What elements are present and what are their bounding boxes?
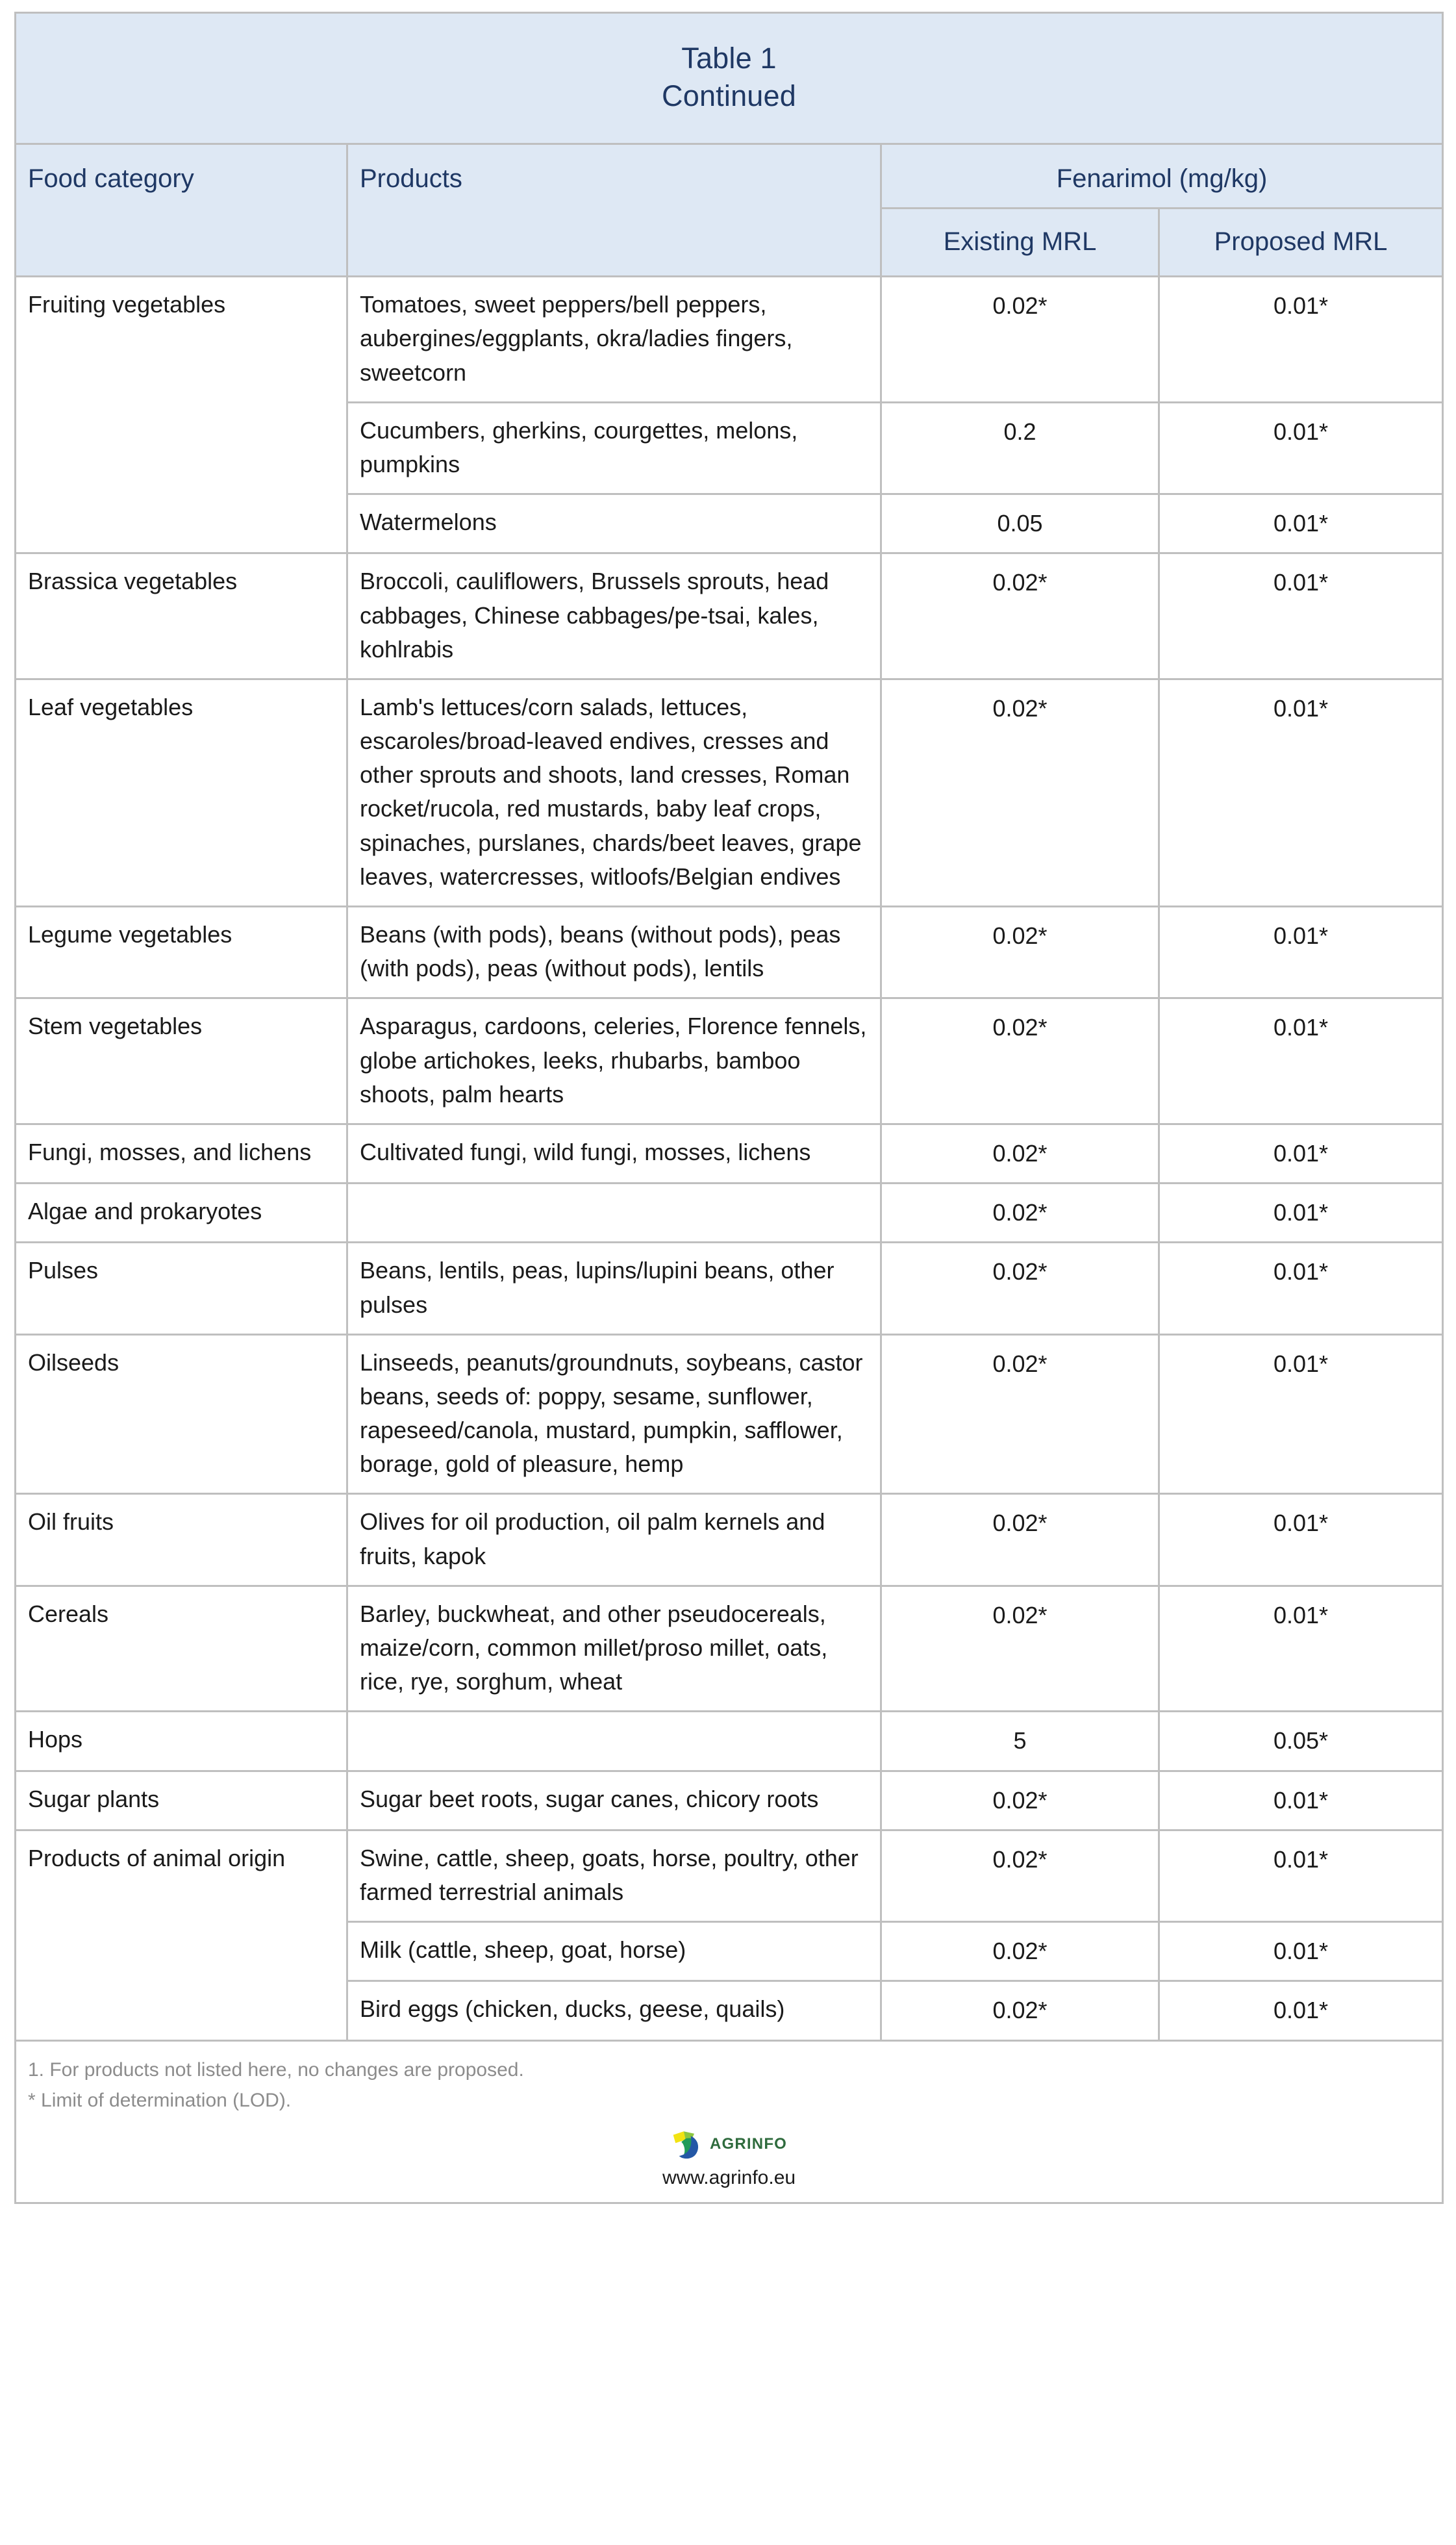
cell-food-category: Oilseeds — [16, 1334, 347, 1494]
column-header-food-category: Food category — [16, 144, 347, 277]
cell-existing-mrl: 0.02* — [881, 907, 1159, 998]
cell-products: Beans (with pods), beans (without pods), peas (with pods), peas (without pods), lentils — [347, 907, 881, 998]
cell-food-category: Hops — [16, 1712, 347, 1771]
agrinfo-logo-icon — [671, 2127, 706, 2162]
cell-food-category: Pulses — [16, 1243, 347, 1334]
cell-proposed-mrl: 0.01* — [1159, 402, 1443, 494]
cell-food-category: Cereals — [16, 1586, 347, 1712]
table-row — [16, 1494, 1443, 1586]
column-header-products: Products — [347, 144, 881, 277]
cell-existing-mrl: 0.02* — [881, 1243, 1159, 1334]
cell-products: Beans, lentils, peas, lupins/lupini beans, other pulses — [347, 1243, 881, 1334]
cell-proposed-mrl: 0.01* — [1159, 1124, 1443, 1183]
cell-proposed-mrl: 0.01* — [1159, 1586, 1443, 1712]
cell-products: Broccoli, cauliflowers, Brussels sprouts, head cabbages, Chinese cabbages/pe-tsai, kales, kohlrabis — [347, 553, 881, 679]
cell-proposed-mrl: 0.01* — [1159, 1334, 1443, 1494]
cell-food-category: Brassica vegetables — [16, 553, 347, 679]
table-title-cell — [16, 13, 1443, 144]
cell-existing-mrl: 0.02* — [881, 1771, 1159, 1830]
cell-existing-mrl: 0.02* — [881, 553, 1159, 679]
cell-proposed-mrl: 0.05* — [1159, 1712, 1443, 1771]
cell-products: Bird eggs (chicken, ducks, geese, quails) — [347, 1981, 881, 2040]
table-title-row — [16, 13, 1443, 144]
cell-products: Tomatoes, sweet peppers/bell peppers, aubergines/eggplants, okra/ladies fingers, sweetcorn — [347, 277, 881, 403]
cell-existing-mrl: 0.2 — [881, 402, 1159, 494]
table-row — [16, 1184, 1443, 1243]
cell-existing-mrl: 5 — [881, 1712, 1159, 1771]
table-footer-row — [16, 2040, 1443, 2203]
cell-existing-mrl: 0.02* — [881, 1981, 1159, 2040]
table-row — [16, 1124, 1443, 1183]
cell-food-category: Sugar plants — [16, 1771, 347, 1830]
cell-proposed-mrl: 0.01* — [1159, 1771, 1443, 1830]
cell-products: Olives for oil production, oil palm kernels and fruits, kapok — [347, 1494, 881, 1586]
cell-existing-mrl: 0.02* — [881, 679, 1159, 906]
table-row — [16, 998, 1443, 1124]
cell-products: Cucumbers, gherkins, courgettes, melons, pumpkins — [347, 402, 881, 494]
cell-existing-mrl: 0.02* — [881, 1922, 1159, 1981]
cell-proposed-mrl: 0.01* — [1159, 494, 1443, 553]
cell-proposed-mrl: 0.01* — [1159, 1243, 1443, 1334]
cell-products: Barley, buckwheat, and other pseudocereals, maize/corn, common millet/proso millet, oats, rice, rye, sorghum, wheat — [347, 1586, 881, 1712]
cell-products: Sugar beet roots, sugar canes, chicory roots — [347, 1771, 881, 1830]
table-row — [16, 1243, 1443, 1334]
table-footer-cell — [16, 2040, 1443, 2203]
cell-proposed-mrl: 0.01* — [1159, 679, 1443, 906]
cell-products: Watermelons — [347, 494, 881, 553]
table-row — [16, 679, 1443, 906]
cell-existing-mrl: 0.02* — [881, 1494, 1159, 1586]
cell-existing-mrl: 0.02* — [881, 277, 1159, 403]
cell-existing-mrl: 0.05 — [881, 494, 1159, 553]
cell-proposed-mrl: 0.01* — [1159, 277, 1443, 403]
column-header-substance: Fenarimol (mg/kg) — [881, 144, 1443, 209]
footnote-1: 1. For products not listed here, no changes are proposed. — [28, 2058, 524, 2081]
table-row — [16, 1712, 1443, 1771]
page-subtitle: Continued — [662, 79, 796, 112]
table-row — [16, 907, 1443, 998]
cell-products: Asparagus, cardoons, celeries, Florence fennels, globe artichokes, leeks, rhubarbs, bamboo shoots, palm hearts — [347, 998, 881, 1124]
header-row-primary — [16, 144, 1443, 209]
table-row — [16, 1771, 1443, 1830]
cell-existing-mrl: 0.02* — [881, 1184, 1159, 1243]
cell-food-category: Stem vegetables — [16, 998, 347, 1124]
cell-food-category: Algae and prokaryotes — [16, 1184, 347, 1243]
column-header-proposed-mrl: Proposed MRL — [1159, 209, 1443, 277]
cell-products: Swine, cattle, sheep, goats, horse, poultry, other farmed terrestrial animals — [347, 1830, 881, 1921]
cell-products — [347, 1184, 881, 1243]
cell-existing-mrl: 0.02* — [881, 1124, 1159, 1183]
cell-proposed-mrl: 0.01* — [1159, 1981, 1443, 2040]
mrl-table — [14, 12, 1444, 2204]
table-row — [16, 553, 1443, 679]
cell-food-category: Fruiting vegetables — [16, 277, 347, 553]
brand-name: AGRINFO — [709, 2134, 788, 2153]
cell-food-category: Products of animal origin — [16, 1830, 347, 2040]
brand-url: www.agrinfo.eu — [662, 2166, 796, 2188]
cell-existing-mrl: 0.02* — [881, 1586, 1159, 1712]
cell-proposed-mrl: 0.01* — [1159, 553, 1443, 679]
cell-food-category: Oil fruits — [16, 1494, 347, 1586]
cell-proposed-mrl: 0.01* — [1159, 1494, 1443, 1586]
cell-products: Milk (cattle, sheep, goat, horse) — [347, 1922, 881, 1981]
table-row — [16, 1830, 1443, 1921]
cell-proposed-mrl: 0.01* — [1159, 907, 1443, 998]
cell-proposed-mrl: 0.01* — [1159, 1922, 1443, 1981]
cell-existing-mrl: 0.02* — [881, 998, 1159, 1124]
cell-products: Cultivated fungi, wild fungi, mosses, lichens — [347, 1124, 881, 1183]
table-row — [16, 277, 1443, 403]
cell-proposed-mrl: 0.01* — [1159, 998, 1443, 1124]
cell-food-category: Fungi, mosses, and lichens — [16, 1124, 347, 1183]
page-title: Table 1 — [681, 42, 777, 75]
cell-proposed-mrl: 0.01* — [1159, 1830, 1443, 1921]
cell-existing-mrl: 0.02* — [881, 1830, 1159, 1921]
cell-proposed-mrl: 0.01* — [1159, 1184, 1443, 1243]
cell-food-category: Leaf vegetables — [16, 679, 347, 906]
cell-existing-mrl: 0.02* — [881, 1334, 1159, 1494]
cell-products: Lamb's lettuces/corn salads, lettuces, escaroles/broad-leaved endives, cresses and other sprouts and shoots, land cresses, Roman rocket/rucola, red mustards, baby leaf crops, spinaches, purslanes, chards/beet leaves, grape leaves, watercresses, witloofs/Belgian endives — [347, 679, 881, 906]
brand-row — [671, 2127, 787, 2162]
cell-products — [347, 1712, 881, 1771]
table-row — [16, 1586, 1443, 1712]
cell-food-category: Legume vegetables — [16, 907, 347, 998]
footnote-2: * Limit of determination (LOD). — [28, 2090, 292, 2111]
column-header-existing-mrl: Existing MRL — [881, 209, 1159, 277]
cell-products: Linseeds, peanuts/groundnuts, soybeans, castor beans, seeds of: poppy, sesame, sunflower, rapeseed/canola, mustard, pumpkin, safflower, borage, gold of pleasure, hemp — [347, 1334, 881, 1494]
table-row — [16, 1334, 1443, 1494]
brand-block — [28, 2127, 1430, 2189]
